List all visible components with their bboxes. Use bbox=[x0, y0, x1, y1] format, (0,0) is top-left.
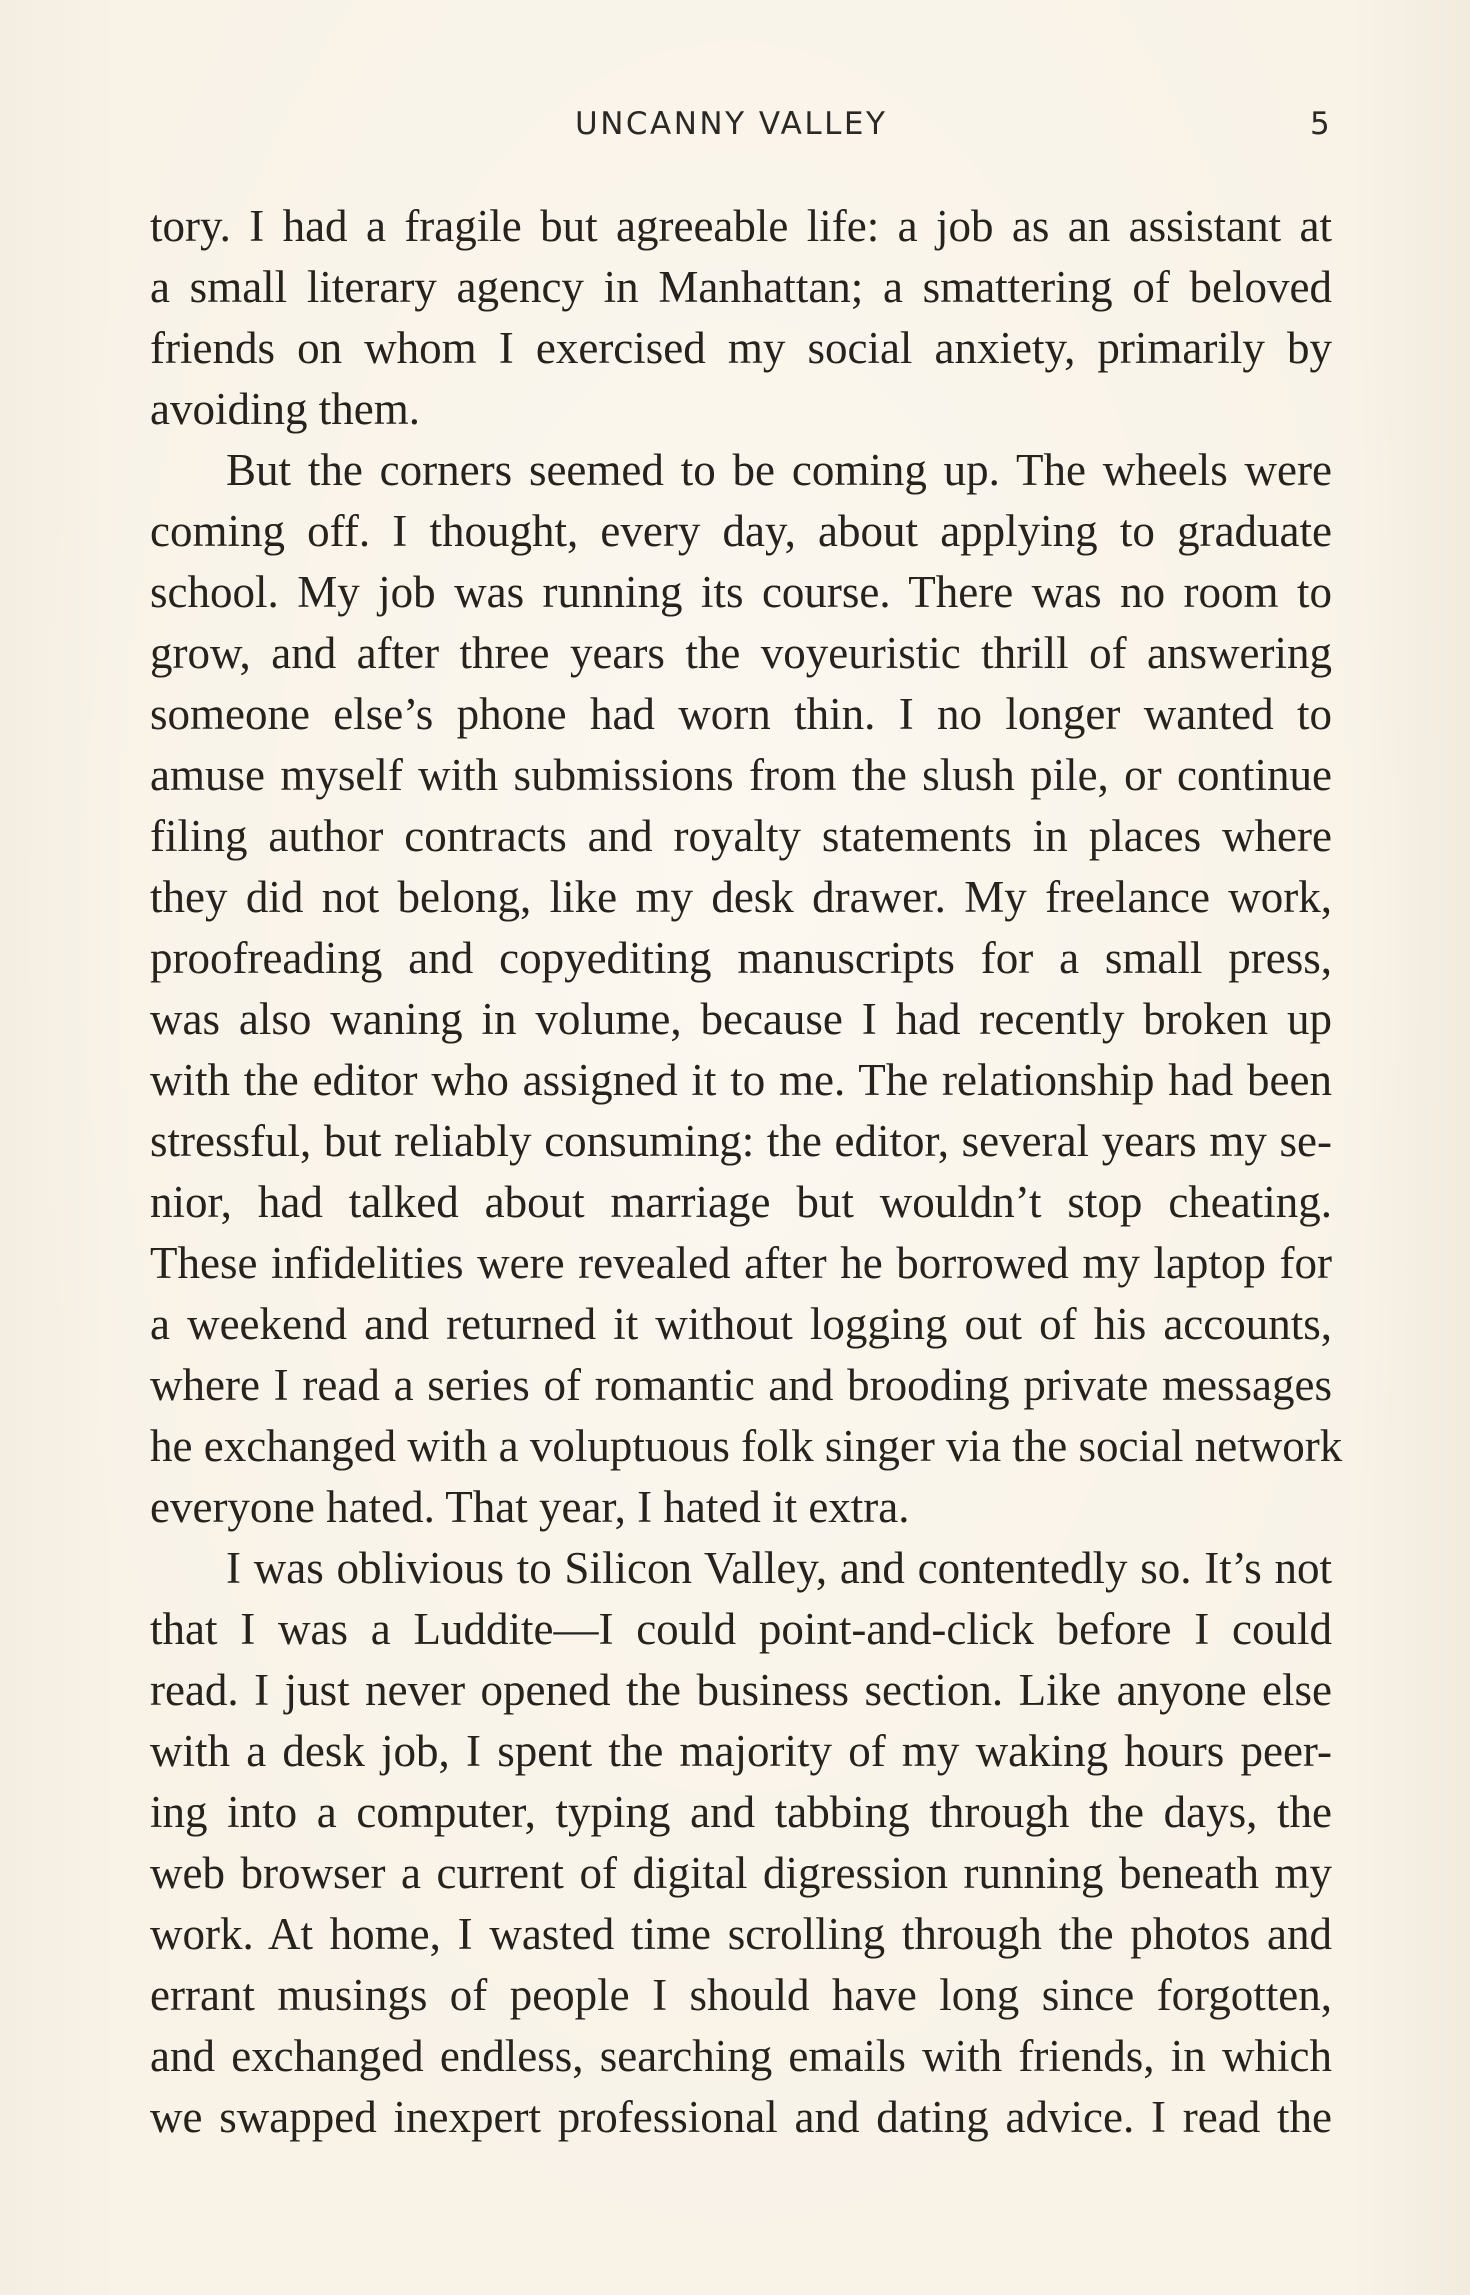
text-line: where I read a series of romantic and brooding private messages bbox=[150, 1360, 1332, 1410]
text-line: ing into a computer, typing and tabbing through the days, the bbox=[150, 1787, 1332, 1837]
text-line: with a desk job, I spent the majority of my waking hours peer- bbox=[150, 1726, 1332, 1776]
text-line: was also waning in volume, because I had recently broken up bbox=[150, 994, 1332, 1044]
text-line: and exchanged endless, searching emails with friends, in which bbox=[150, 2031, 1332, 2081]
text-line: a weekend and returned it without logging out of his accounts, bbox=[150, 1299, 1332, 1349]
text-line: amuse myself with submissions from the slush pile, or continue bbox=[150, 750, 1332, 800]
text-line: read. I just never opened the business section. Like anyone else bbox=[150, 1665, 1332, 1715]
running-head bbox=[0, 104, 1470, 144]
text-line: coming off. I thought, every day, about applying to graduate bbox=[150, 506, 1332, 556]
text-line: friends on whom I exercised my social anxiety, primarily by bbox=[150, 323, 1332, 373]
text-line: with the editor who assigned it to me. The relationship had been bbox=[150, 1055, 1332, 1105]
text-line: someone else’s phone had worn thin. I no longer wanted to bbox=[150, 689, 1332, 739]
text-line: they did not belong, like my desk drawer. My freelance work, bbox=[150, 872, 1332, 922]
text-line: a small literary agency in Manhattan; a smattering of beloved bbox=[150, 262, 1332, 312]
text-line: errant musings of people I should have long since forgotten, bbox=[150, 1970, 1332, 2020]
text-line: proofreading and copyediting manuscripts for a small press, bbox=[150, 933, 1332, 983]
text-line: I was oblivious to Silicon Valley, and contentedly so. It’s not bbox=[226, 1543, 1332, 1593]
text-line: stressful, but reliably consuming: the editor, several years my se- bbox=[150, 1116, 1332, 1166]
text-line: grow, and after three years the voyeuristic thrill of answering bbox=[150, 628, 1332, 678]
text-line: we swapped inexpert professional and dating advice. I read the bbox=[150, 2092, 1332, 2142]
text-line: web browser a current of digital digression running beneath my bbox=[150, 1848, 1332, 1898]
page-number: 5 bbox=[1310, 106, 1330, 142]
text-line: These infidelities were revealed after he borrowed my laptop for bbox=[150, 1238, 1332, 1288]
text-line: avoiding them. bbox=[150, 384, 420, 434]
text-line: filing author contracts and royalty statements in places where bbox=[150, 811, 1332, 861]
text-line: school. My job was running its course. There was no room to bbox=[150, 567, 1332, 617]
text-line: work. At home, I wasted time scrolling through the photos and bbox=[150, 1909, 1332, 1959]
text-line: he exchanged with a voluptuous folk singer via the social network bbox=[150, 1421, 1343, 1471]
text-line: everyone hated. That year, I hated it extra. bbox=[150, 1482, 910, 1532]
text-line: that I was a Luddite—I could point-and-click before I could bbox=[150, 1604, 1332, 1654]
body-text bbox=[150, 196, 1343, 2148]
text-line: But the corners seemed to be coming up. The wheels were bbox=[226, 445, 1332, 495]
running-title: UNCANNY VALLEY bbox=[575, 106, 888, 142]
text-line: nior, had talked about marriage but wouldn’t stop cheating. bbox=[150, 1177, 1332, 1227]
text-line: tory. I had a fragile but agreeable life: a job as an assistant at bbox=[150, 201, 1332, 251]
